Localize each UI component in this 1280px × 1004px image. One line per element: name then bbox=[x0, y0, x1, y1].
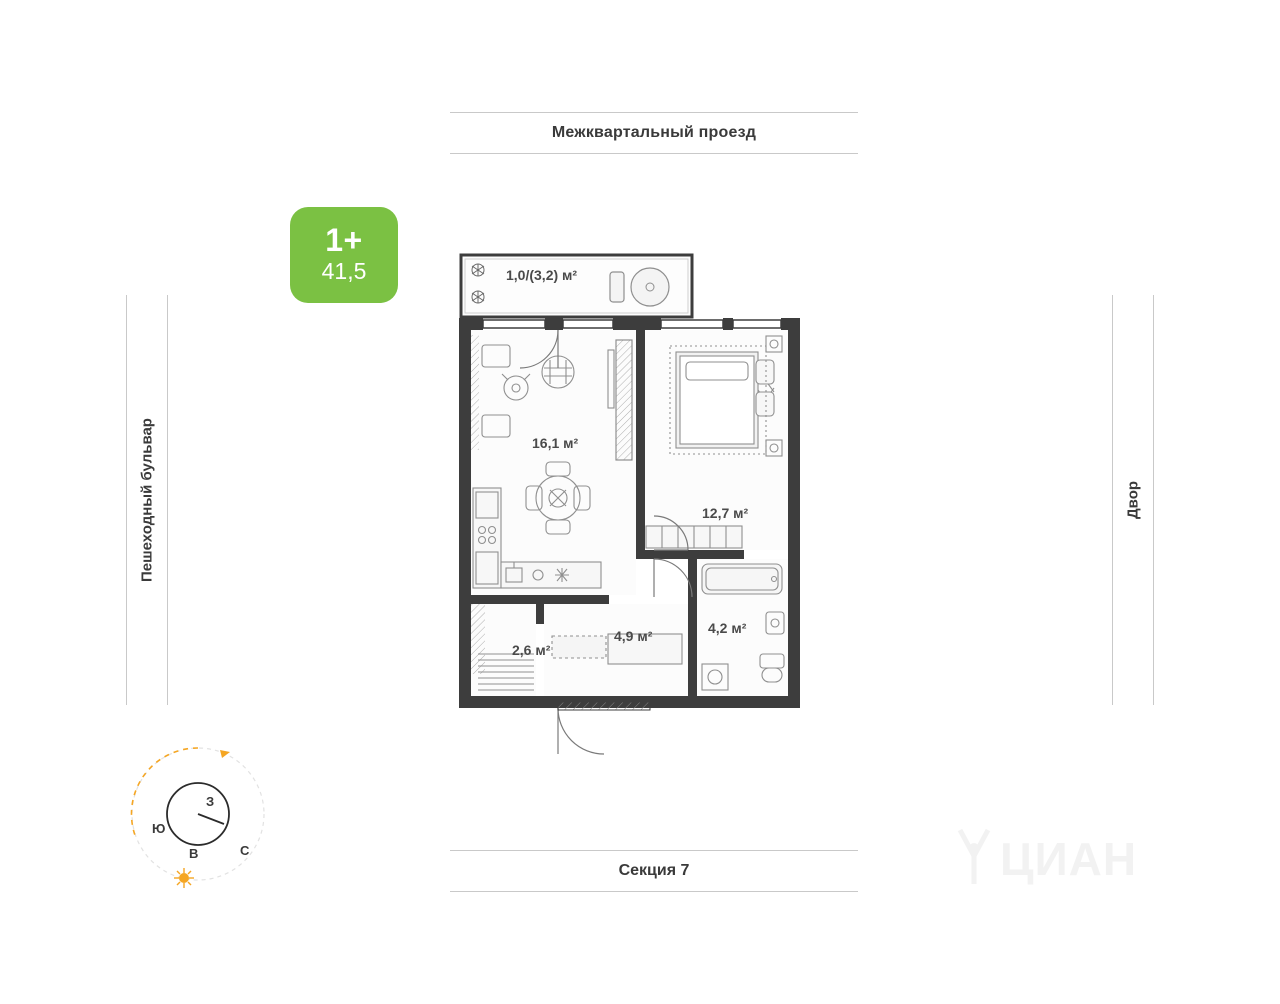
hall-elements bbox=[544, 604, 688, 696]
compass-label-south: Ю bbox=[152, 821, 166, 836]
right-boundary-label bbox=[1112, 295, 1154, 705]
bottom-section-text: Секция 7 bbox=[618, 862, 690, 879]
badge-total-area: 41,5 bbox=[321, 258, 367, 284]
watermark bbox=[952, 826, 1152, 896]
floor-plan bbox=[440, 240, 840, 760]
room-area-bedroom: 12,7 м² bbox=[702, 505, 749, 521]
room-area-bathroom: 4,2 м² bbox=[708, 620, 747, 636]
room-area-wardrobe: 2,6 м² bbox=[512, 642, 551, 658]
badge-room-count: 1+ bbox=[325, 222, 363, 259]
sun-icon bbox=[174, 868, 194, 888]
floor-plan-drawing bbox=[440, 240, 840, 760]
room-area-balcony: 1,0/(3,2) м² bbox=[506, 267, 578, 283]
compass-drawing bbox=[122, 732, 282, 892]
room-area-living: 16,1 м² bbox=[532, 435, 579, 451]
top-boundary-label bbox=[450, 112, 858, 154]
left-boundary-label bbox=[126, 295, 168, 705]
apartment-type-badge bbox=[290, 207, 398, 303]
watermark-logo-icon bbox=[952, 826, 996, 888]
living-room-furniture bbox=[471, 330, 636, 595]
left-boundary-text: Пешеходный бульвар bbox=[138, 418, 156, 582]
room-area-hall: 4,9 м² bbox=[614, 628, 653, 644]
room-balcony bbox=[461, 255, 692, 317]
watermark-text: ЦИАН bbox=[1000, 833, 1138, 885]
top-boundary-text: Межквартальный проезд bbox=[551, 124, 757, 141]
right-boundary-text: Двор bbox=[1124, 480, 1142, 520]
compass-label-north: С bbox=[240, 843, 250, 858]
compass-label-east: В bbox=[189, 846, 199, 861]
bottom-section-label bbox=[450, 850, 858, 892]
compass-rose bbox=[122, 732, 282, 892]
compass-label-west: З bbox=[206, 794, 215, 809]
